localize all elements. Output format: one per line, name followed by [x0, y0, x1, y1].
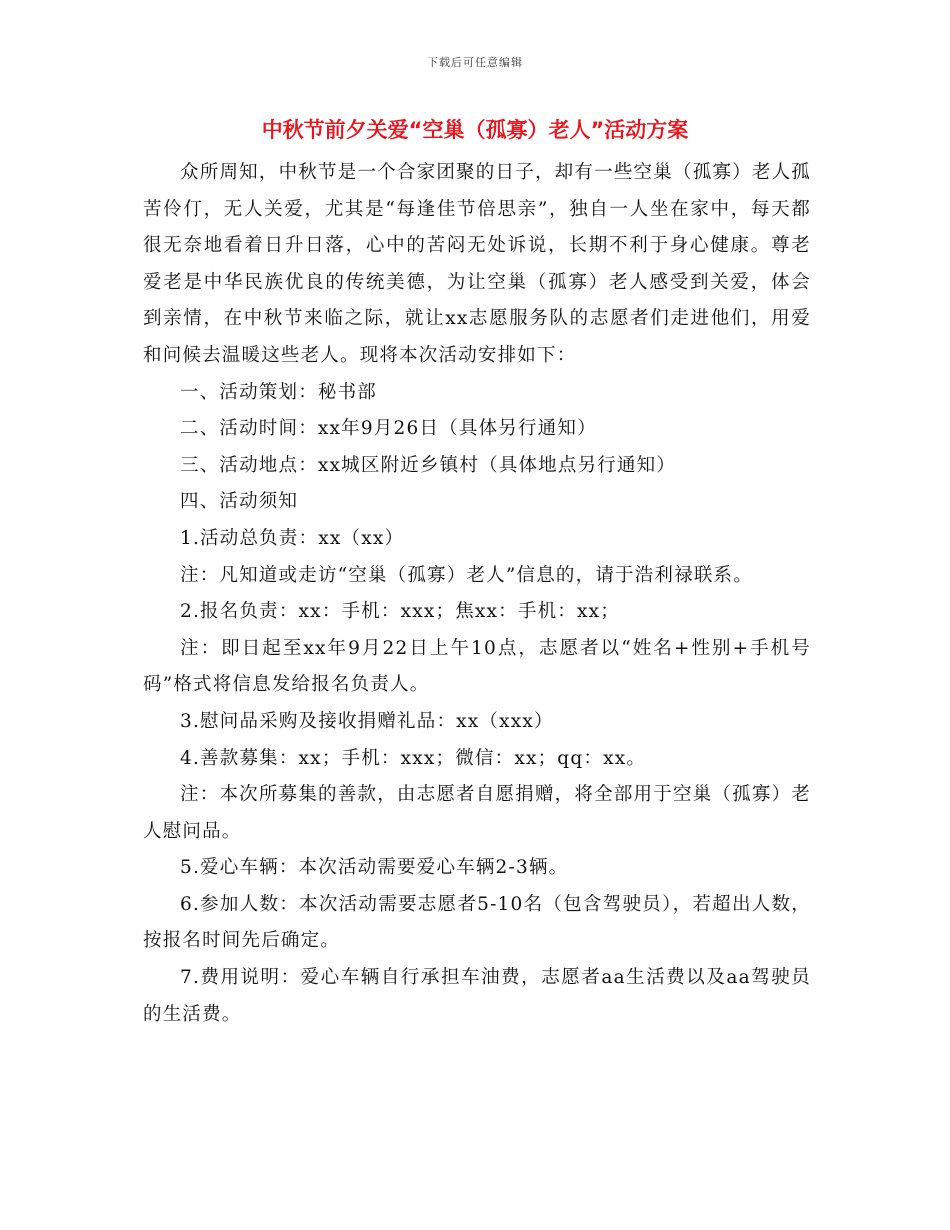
- paragraph-note-2: 注：即日起至xx年9月22日上午10点，志愿者以“姓名+性别+手机号码”格式将信息发给报名负责人。: [143, 637, 811, 696]
- page-header: 下载后可任意编辑: [427, 56, 523, 69]
- paragraph-item-7: 7.费用说明：爱心车辆自行承担车油费，志愿者aa生活费以及aa驾驶员的生活费。: [143, 967, 811, 1025]
- paragraph-intro: 众所周知，中秋节是一个合家团聚的日子，却有一些空巢（孤寡）老人孤苦伶仃，无人关爱，尤其是“每逢佳节倍思亲”，独自一人坐在家中，每天都很无奈地看着日升日落，心中的苦闷无处诉说，长期不利于身心健康。尊老爱老是中华民族优良的传统美德，为让空巢（孤寡）老人感受到关爱，体会到亲情，在中秋节来临之际，就让xx志愿服务队的志愿者们走进他们，用爱和问候去温暖这些老人。现将本次活动安排如下：: [143, 162, 811, 366]
- paragraph-note-4: 注：本次所募集的善款，由志愿者自愿捐赠，将全部用于空巢（孤寡）老人慰问品。: [143, 784, 811, 842]
- paragraph-notice-heading: 四、活动须知: [180, 491, 299, 513]
- paragraph-item-5: 5.爱心车辆：本次活动需要爱心车辆2-3辆。: [180, 857, 569, 879]
- paragraph-time: 二、活动时间：xx年9月26日（具体另行通知）: [180, 418, 597, 440]
- paragraph-item-4: 4.善款募集：xx；手机：xxx；微信：xx；qq：xx。: [180, 747, 647, 769]
- paragraph-note-1: 注：凡知道或走访“空巢（孤寡）老人”信息的，请于浩利禄联系。: [180, 564, 753, 586]
- paragraph-item-2: 2.报名负责：xx：手机：xxx；焦xx：手机：xx；: [180, 601, 620, 623]
- paragraph-location: 三、活动地点：xx城区附近乡镇村（具体地点另行通知）: [180, 454, 677, 476]
- document-body: [143, 155, 811, 1033]
- paragraph-item-6: 6.参加人数：本次活动需要志愿者5-10名（包含驾驶员），若超出人数，按报名时间先后确定。: [143, 893, 811, 952]
- paragraph-planning: 一、活动策划：秘书部: [180, 381, 378, 403]
- paragraph-item-1: 1.活动总负责：xx（xx）: [180, 527, 405, 549]
- document-title: 中秋节前夕关爱“空巢（孤寡）老人”活动方案: [261, 118, 689, 142]
- paragraph-item-3: 3.慰问品采购及接收捐赠礼品：xx（xxx）: [180, 710, 554, 732]
